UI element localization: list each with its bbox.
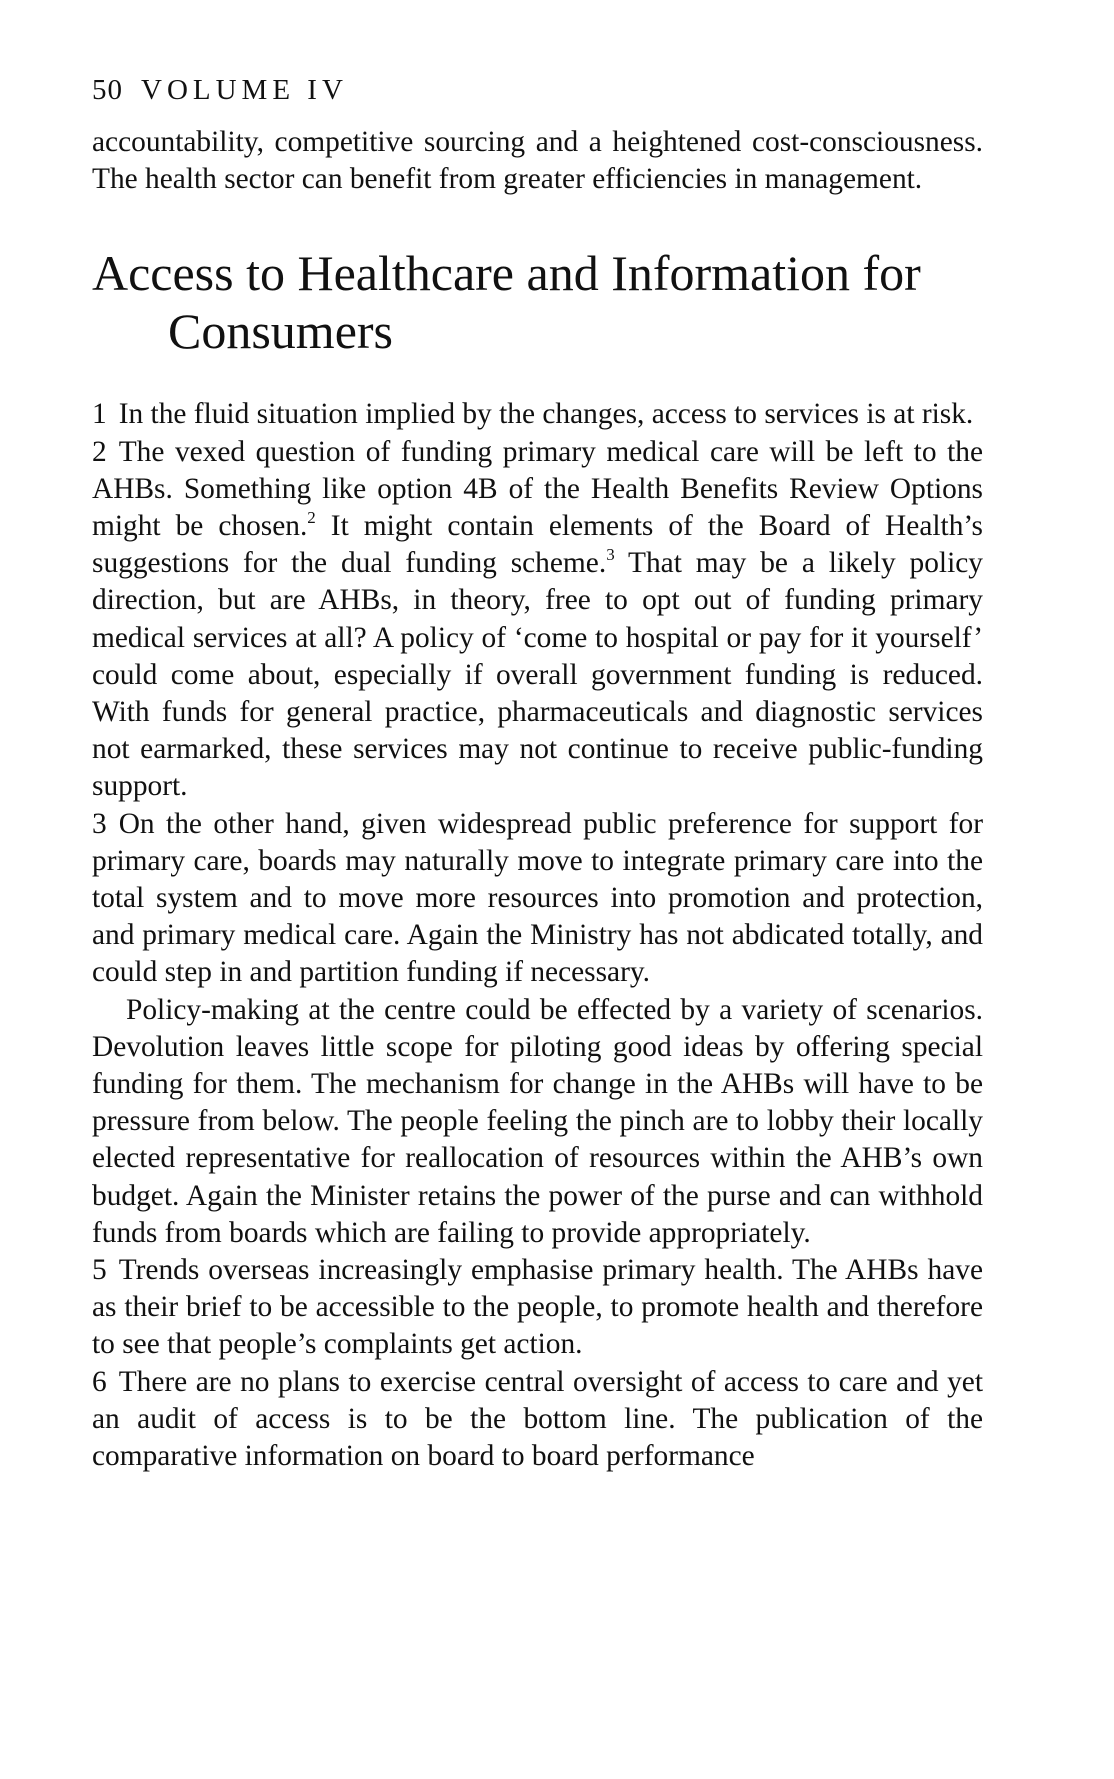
item-5 — [92, 1252, 983, 1364]
item-6 — [92, 1364, 983, 1476]
intro-paragraph: accountability, competitive sourcing and a heightened cost-consciousness. The health sector can benefit from greater efficiencies in management. — [92, 126, 983, 196]
item-1 — [92, 396, 983, 433]
page-number: 50 — [92, 74, 123, 106]
footnote-ref: 3 — [606, 545, 615, 565]
item-number: 1 — [92, 398, 107, 431]
volume-label: VOLUME IV — [141, 74, 348, 106]
item-text-part-a: The vexed question of funding primary medical care will be left to the AHBs. Something like option 4B of the Health Benefits Review Options might be chosen. — [92, 435, 983, 543]
item-number: 6 — [92, 1365, 107, 1398]
running-head — [92, 72, 983, 108]
item-text-part-c: That may be a likely policy direction, but are AHBs, in theory, free to opt out of funding primary medical services at all? A policy of ‘come to hospital or pay for it yourself’ could come about, especially if overall government funding is reduced. With funds for general practice, pharmaceuticals and diagnostic services not earmarked, these services may not continue to receive public-funding support. — [92, 547, 983, 803]
item-number: 2 — [92, 435, 107, 468]
item-text: On the other hand, given widespread public preference for support for primary care, boards may naturally move to integrate primary care into the total system and to move more resources into promotion and protection, and primary medical care. Again the Ministry has not abdicated totally, and could step in and partition funding if necessary. — [92, 807, 983, 989]
item-text-part-b: It might contain elements of the Board of Health’s suggestions for the dual funding scheme. — [92, 510, 983, 580]
section-heading: Access to Healthcare and Information for Consumers — [92, 245, 921, 360]
item-2 — [92, 434, 983, 806]
book-page — [92, 72, 983, 1475]
item-number: 3 — [92, 807, 107, 840]
item-text: There are no plans to exercise central oversight of access to care and yet an audit of access is to be the bottom line. The publication of the comparative information on board to board performance — [92, 1365, 983, 1473]
item-text: Trends overseas increasingly emphasise primary health. The AHBs have as their brief to be accessible to the people, to promote health and therefore to see that people’s complaints get action. — [92, 1254, 983, 1361]
footnote-ref: 2 — [307, 508, 316, 528]
item-number: 5 — [92, 1254, 107, 1287]
item-text: In the fluid situation implied by the changes, access to services is at risk. — [118, 398, 974, 431]
policy-paragraph: Policy-making at the centre could be effected by a variety of scenarios. Devolution leaves little scope for piloting good ideas by offering special funding for them. The mechanism for change in the AHBs will have to be pressure from below. The people feeling the pinch are to lobby their locally elected representative for reallocation of resources within the AHB’s own budget. Again the Minister retains the power of the purse and can withhold funds from boards which are failing to provide appropriately. — [92, 993, 983, 1249]
item-3 — [92, 806, 983, 992]
